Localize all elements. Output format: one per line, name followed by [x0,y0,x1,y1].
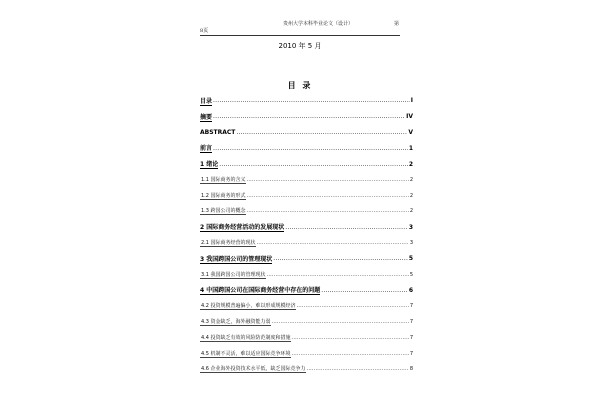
toc-dot-leader [273,255,408,262]
toc-entry[interactable] [200,298,413,314]
toc-entry-page: 2 [409,208,413,215]
toc-entry-label: 4.3 资金缺乏，海外融资能力弱 [201,319,271,326]
toc-dot-leader [267,272,409,278]
toc-entry[interactable] [200,172,413,188]
toc-entry[interactable] [200,109,413,125]
toc-entry-label: 4.5 机制不灵活，难以适应国际竞争环境 [201,350,291,357]
toc-entry-page: 7 [409,350,413,357]
toc-entry-label: 前言 [200,145,213,153]
toc-entry-page: IV [406,113,413,121]
table-of-contents [200,93,413,377]
toc-entry-label: 1.3 跨国公司的概念 [201,208,246,215]
toc-entry-page: 8 [409,366,413,373]
toc-entry[interactable] [200,156,413,172]
toc-entry-page: 7 [409,303,413,310]
header-page-number: 8页 [200,28,209,34]
toc-entry-label: 3.1 我国跨国公司的管理现状 [201,271,266,278]
toc-entry[interactable] [200,140,413,156]
date-line: 2010 年 5 月 [278,42,322,50]
toc-entry-page: 7 [409,334,413,341]
toc-entry-label: 目录 [200,97,213,105]
toc-dot-leader [247,193,409,199]
toc-entry-page: 7 [409,319,413,326]
header-divider [200,35,400,36]
toc-dot-leader [247,208,409,214]
toc-entry[interactable] [200,93,413,109]
toc-dot-leader [292,335,409,341]
toc-entry-page: 2 [408,160,413,168]
toc-dot-leader [213,145,408,152]
toc-entry-page: I [410,97,413,105]
toc-entry[interactable] [200,251,413,267]
toc-entry[interactable] [200,362,413,378]
toc-entry-page: 6 [408,286,413,294]
toc-dot-leader [213,97,410,104]
toc-dot-leader [321,287,408,294]
toc-entry[interactable] [200,346,413,362]
toc-entry-label: 3 我国跨国公司的管理现状 [200,255,273,263]
toc-dot-leader [297,303,409,309]
toc-dot-leader [307,366,409,372]
toc-dot-leader [285,224,408,231]
toc-entry-page: 5 [409,271,413,278]
toc-dot-leader [272,319,409,325]
toc-entry[interactable] [200,267,413,283]
toc-heading: 目 录 [287,81,313,90]
toc-entry-label: 2 国际商务经营活动的发展现状 [200,224,285,232]
toc-entry[interactable] [200,125,413,141]
toc-entry[interactable] [200,235,413,251]
toc-entry[interactable] [200,330,413,346]
toc-entry-label: 4.4 投资缺乏有效的风险防范制度和措施 [201,334,291,341]
toc-entry-label: 1.2 国际商务的形式 [201,192,246,199]
toc-entry-page: 3 [408,223,413,231]
toc-entry-label: 2.1 国际商务经营的现状 [201,240,256,247]
toc-dot-leader [236,129,407,136]
header-thesis-title: 贵州大学本科毕业论文（设计） [283,21,354,27]
toc-entry-label: ABSTRACT [200,128,236,136]
toc-entry-label: 摘要 [200,113,213,121]
toc-entry-label: 1.1 国际商务的含义 [201,176,246,183]
toc-dot-leader [219,161,408,168]
toc-entry-page: 1 [408,144,413,152]
toc-entry[interactable] [200,283,413,299]
toc-dot-leader [292,351,409,357]
toc-entry-label: 4 中国跨国公司在国际商务经营中存在的问题 [200,287,321,295]
toc-entry-label: 4.6 企业海外投资技术水平低，缺乏国际竞争力 [201,366,306,373]
toc-entry-page: 5 [408,255,413,263]
toc-entry[interactable] [200,219,413,235]
toc-entry-label: 1 绪论 [200,161,219,169]
toc-dot-leader [247,177,409,183]
toc-entry-label: 4.2 投资规模普遍偏小，难以形成规模经济 [201,303,296,310]
toc-entry-page: 2 [409,192,413,199]
header-page-word: 第 [394,21,400,27]
toc-entry-page: 2 [409,176,413,183]
toc-entry[interactable] [200,204,413,220]
toc-entry-page: 3 [409,240,413,247]
toc-entry[interactable] [200,314,413,330]
toc-entry[interactable] [200,188,413,204]
toc-entry-page: V [408,128,413,136]
toc-dot-leader [213,113,405,120]
toc-dot-leader [257,240,409,246]
